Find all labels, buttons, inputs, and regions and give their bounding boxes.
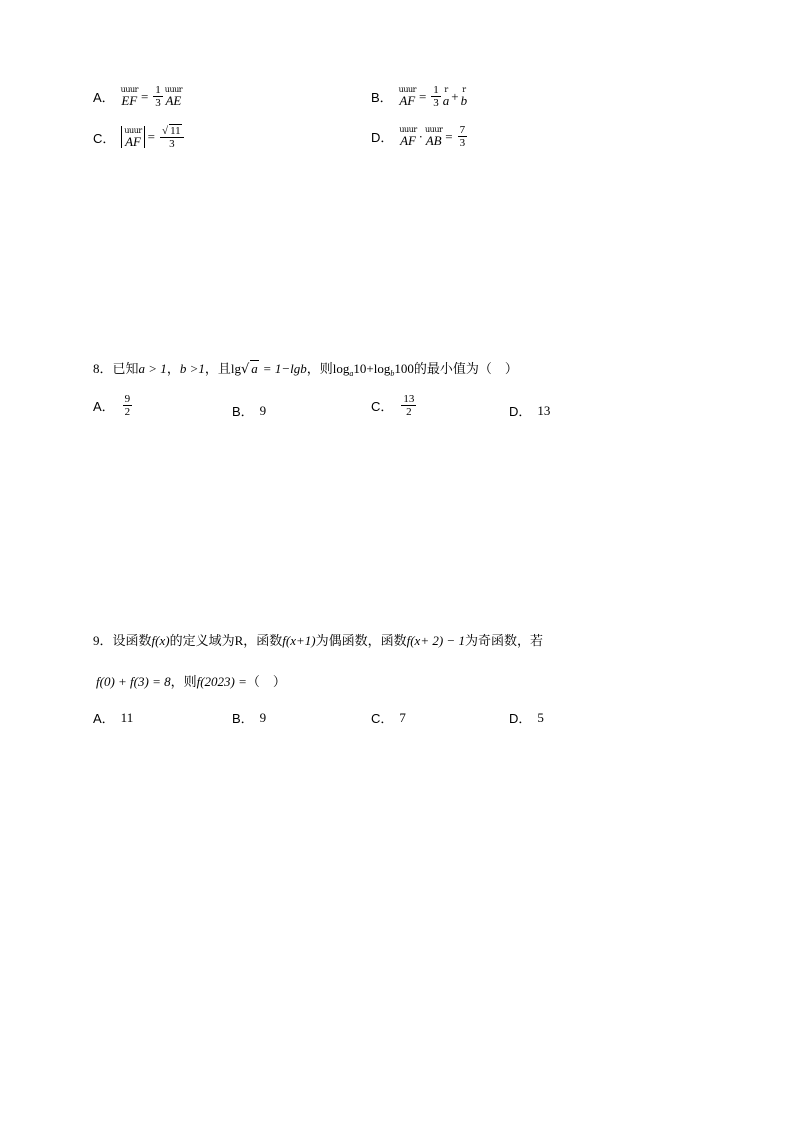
vector-ae: uuur AE (164, 85, 183, 109)
lg-function: lg (230, 361, 241, 376)
option-label: D． (509, 711, 532, 726)
option-label: C． (371, 399, 394, 415)
q8-stem: 8．已知a > 1，b >1，且lg√ a = 1−lgb，则$\log_a10+\log_b100$的最小值为（ ） (93, 361, 518, 378)
real-set: R (234, 633, 244, 648)
vector-ef: uuur EF (120, 85, 138, 109)
equals-sign: = (140, 88, 149, 104)
vector-af: uuur AF (398, 85, 416, 109)
option-label: A． (93, 399, 115, 415)
option-label: A． (93, 711, 115, 726)
q9-option-b[interactable] (232, 708, 266, 727)
vector-ab: uuur AB (425, 125, 443, 149)
question-number: 8． (93, 361, 113, 376)
q9-option-c[interactable] (371, 708, 406, 727)
q7-option-c[interactable] (93, 124, 186, 150)
fraction: $\frac{√ 11}{3}$ (160, 124, 184, 150)
fraction: $\frac{1}{3}$ (155, 84, 161, 110)
equals-sign: = (445, 128, 453, 144)
log-argument: 10+ (353, 361, 374, 376)
stem-text: 已知 (112, 362, 139, 377)
absolute-value (121, 126, 144, 148)
fraction: $\frac{7}{3}$ (459, 124, 466, 150)
option-label: A． (93, 90, 115, 106)
option-label: C． (93, 130, 116, 146)
function-expr: f(x+1) (282, 633, 316, 648)
fraction: $\frac{13}{2}$ (403, 393, 415, 419)
q9-stem-line2 (96, 671, 286, 690)
function-expr: f(2023) = (196, 674, 247, 689)
separator: ， (166, 362, 180, 377)
stem-text: 为奇函数，若 (464, 634, 543, 649)
dot-operator: · (418, 128, 424, 144)
option-label: C． (371, 711, 394, 726)
question-number: 9． (93, 633, 113, 648)
stem-text: 的最小值为（ ） (413, 362, 518, 377)
q9-option-a[interactable] (93, 708, 133, 727)
q7-option-a[interactable] (93, 84, 182, 109)
stem-text: 为偶函数，函数 (315, 634, 407, 649)
stem-text: ，函数 (243, 634, 283, 649)
q8-option-d[interactable] (509, 401, 550, 420)
option-label: B． (232, 711, 254, 726)
option-value: 9 (259, 709, 267, 725)
log-argument: 100 (394, 361, 414, 376)
function-expr: f(x) (151, 633, 170, 648)
log-function: log (332, 361, 350, 376)
vector-a: r a (442, 85, 450, 109)
vector-af: uuur AF (399, 125, 417, 149)
option-value: 9 (259, 402, 267, 418)
stem-text: 设函数 (112, 634, 152, 649)
option-label: D． (371, 130, 394, 146)
q8-option-a[interactable] (93, 393, 134, 418)
fraction: $\frac{1}{3}$ (433, 84, 439, 110)
radicand: 11 (170, 125, 181, 137)
equation-rhs: = 1−lgb (262, 361, 307, 376)
equals-sign: = (147, 129, 156, 145)
option-label: B． (232, 404, 254, 419)
log-base: b (390, 369, 395, 378)
function-expr: f(x+ 2) − 1 (406, 633, 465, 648)
log-base: a (349, 369, 354, 378)
condition-b: b >1 (179, 361, 205, 376)
option-value: 7 (399, 709, 406, 725)
q9-option-d[interactable] (509, 708, 544, 727)
vector-b: r b (460, 85, 468, 109)
option-value: 13 (537, 402, 551, 418)
function-expr: f(0) + f(3) = 8 (96, 674, 171, 689)
q9-stem-line1 (93, 630, 543, 649)
option-value: 5 (537, 709, 544, 725)
plus-sign: + (451, 88, 459, 104)
stem-text: 的定义域为 (169, 634, 235, 649)
log-function: log (373, 361, 391, 376)
q7-option-d[interactable] (371, 124, 469, 149)
vector-af: uuur AF (124, 126, 142, 150)
option-label: B． (371, 90, 393, 106)
condition-a: a > 1 (138, 361, 167, 376)
equals-sign: = (418, 88, 427, 104)
fraction: $\frac{9}{2}$ (124, 393, 131, 419)
option-label: D． (509, 404, 532, 419)
q8-option-c[interactable] (371, 393, 418, 418)
stem-text: ，且 (204, 362, 231, 377)
sqrt-var: a (251, 361, 258, 376)
stem-text: ，则 (170, 675, 197, 690)
q7-option-b[interactable] (371, 84, 467, 109)
q8-option-b[interactable] (232, 401, 266, 420)
option-value: 11 (120, 709, 134, 725)
stem-text: ，则 (306, 362, 333, 377)
stem-text: （ ） (246, 675, 286, 690)
